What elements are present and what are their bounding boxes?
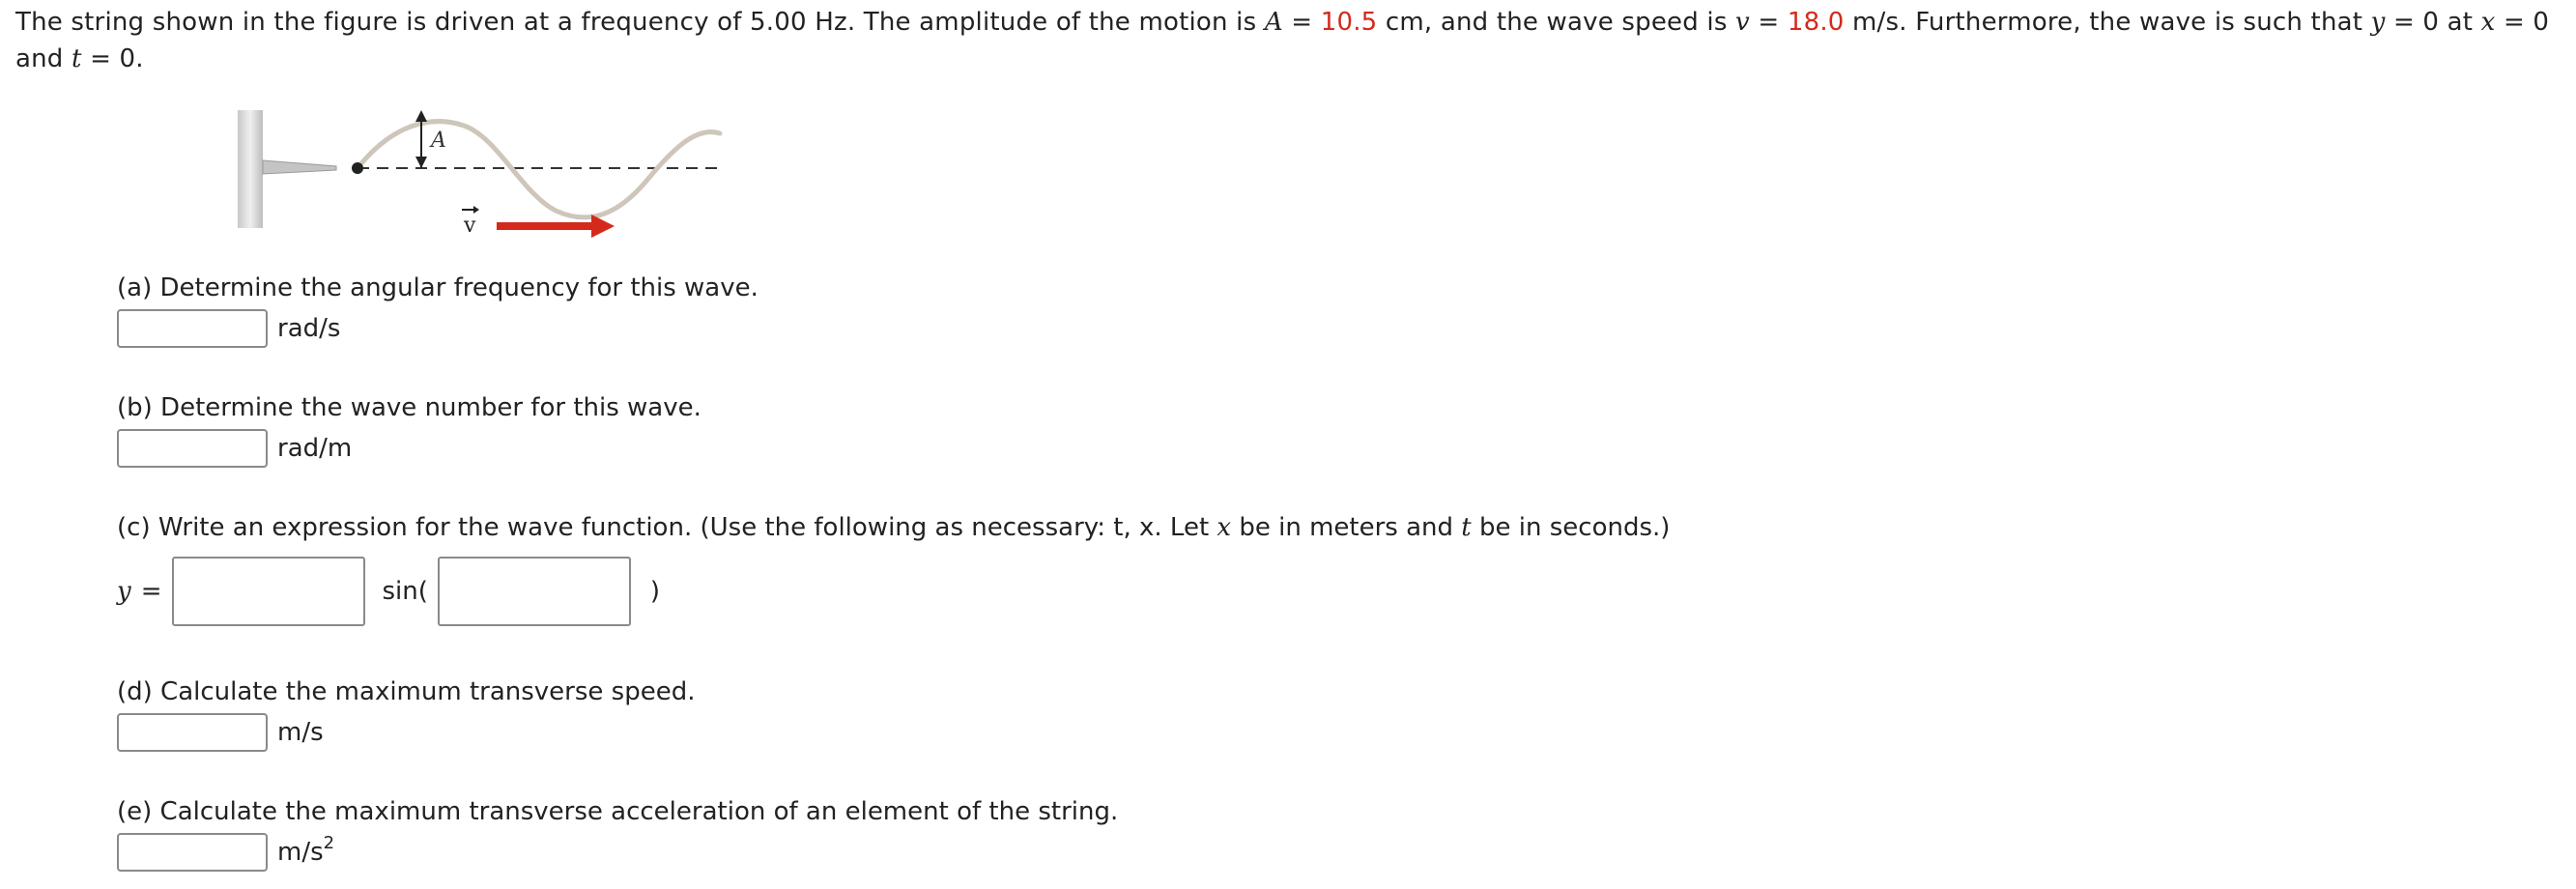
wave-number-input[interactable] <box>117 429 268 468</box>
question-c-label: (c) Write an expression for the wave function. (Use the following as necessary: t, x. Let x be in meters and t be in seconds.) <box>117 513 1671 542</box>
max-transverse-speed-unit: m/s <box>277 718 324 747</box>
question-e-label: (e) Calculate the maximum transverse acceleration of an element of the string. <box>117 797 1119 826</box>
question-c <box>117 508 1670 626</box>
equals-sign: = <box>140 577 162 606</box>
question-b <box>117 388 701 470</box>
max-transverse-acceleration-unit: $m/s^2$ <box>277 833 335 867</box>
velocity-label: v <box>464 214 476 238</box>
vibrator-wall <box>238 110 263 228</box>
speed-value: 18.0 <box>1787 8 1845 37</box>
wave-figure <box>232 106 734 242</box>
problem-statement: The string shown in the figure is driven at a frequency of 5.00 Hz. The amplitude of the motion is A = 10.5 cm, and the wave speed is v = 18.0 m/s. Furthermore, the wave is such that y = 0 at x = 0 and t = 0. <box>15 8 2550 73</box>
y-variable: y <box>117 577 131 606</box>
wave-string <box>358 122 720 217</box>
angular-frequency-unit: rad/s <box>277 314 341 343</box>
wave-phase-input[interactable] <box>438 557 631 626</box>
angular-frequency-input[interactable] <box>117 309 268 348</box>
amplitude-symbol: A <box>1264 8 1283 37</box>
question-a-label: (a) Determine the angular frequency for this wave. <box>117 273 758 302</box>
question-d <box>117 673 695 754</box>
max-transverse-acceleration-input[interactable] <box>117 833 268 872</box>
sin-open: sin( <box>382 577 428 606</box>
question-b-label: (b) Determine the wave number for this wave. <box>117 393 701 422</box>
close-paren: ) <box>649 577 661 606</box>
vibrator-rod <box>263 160 336 174</box>
question-d-label: (d) Calculate the maximum transverse speed. <box>117 677 696 706</box>
amplitude-value: 10.5 <box>1320 8 1378 37</box>
wave-amplitude-input[interactable] <box>172 557 365 626</box>
amplitude-label: A <box>431 129 446 153</box>
string-end-point <box>352 162 363 174</box>
max-transverse-speed-input[interactable] <box>117 713 268 752</box>
question-e <box>117 792 1118 874</box>
speed-symbol: v <box>1735 8 1750 37</box>
question-a <box>117 269 758 350</box>
wave-number-unit: rad/m <box>277 434 353 463</box>
